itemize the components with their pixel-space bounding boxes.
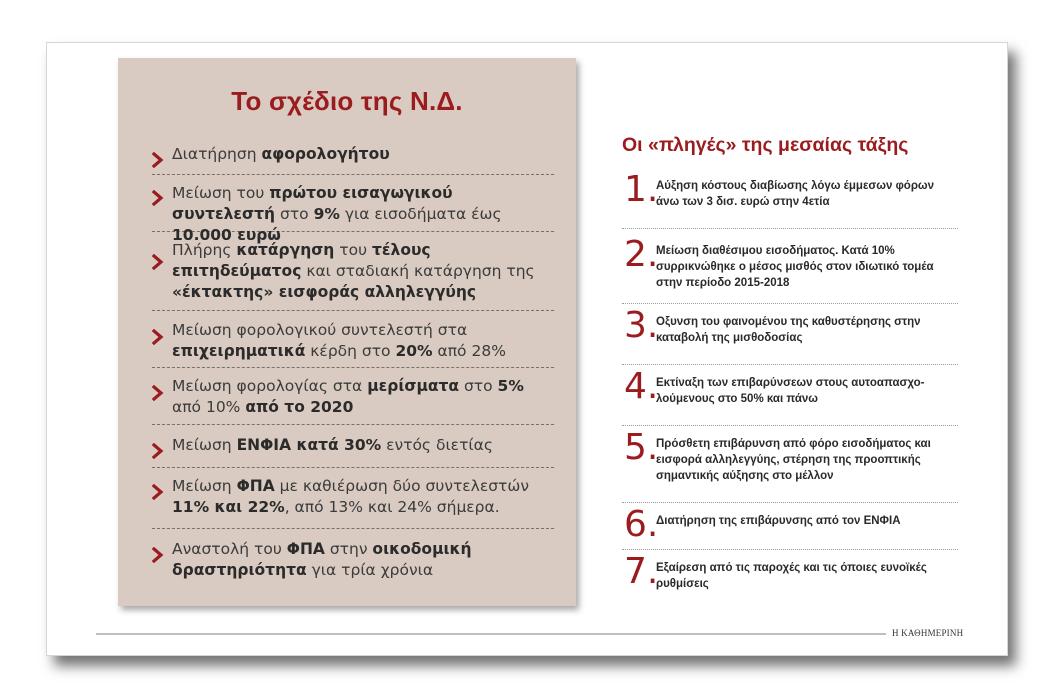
- emphasis-text: πρώτου εισαγωγικού συντελεστή: [172, 184, 453, 223]
- plain-text: εντός διετίας: [381, 436, 493, 454]
- plain-text: Διατήρηση: [172, 145, 262, 163]
- emphasis-text: 5%: [497, 377, 524, 395]
- middle-class-item: [622, 168, 958, 229]
- item-number: 3.: [624, 305, 659, 346]
- plain-text: στην: [324, 540, 373, 558]
- nd-plan-item-text: [172, 540, 472, 579]
- plain-text: κέρδη στο: [305, 342, 396, 360]
- chevron-right-icon: [152, 484, 164, 500]
- plain-text: Μείωση: [172, 477, 237, 495]
- emphasis-text: επιχειρηματικά: [172, 342, 306, 360]
- plain-text: από 28%: [432, 342, 506, 360]
- middle-class-item-text: Οξυνση του φαινομένου της καθυστέρησης στην καταβολή της μισθοδοσίας: [656, 316, 921, 344]
- plain-text: στο: [275, 205, 314, 223]
- nd-plan-item-text: [172, 145, 390, 163]
- nd-plan-panel: [118, 58, 576, 606]
- item-number: 6.: [624, 504, 659, 545]
- item-number: 2.: [624, 234, 659, 275]
- nd-plan-title: Το σχέδιο της Ν.Δ.: [231, 86, 463, 116]
- nd-plan-item-text: [172, 477, 529, 516]
- emphasis-text: 10.000 ευρώ: [172, 226, 281, 244]
- chevron-right-icon: [152, 329, 164, 345]
- emphasis-text: τέλους επιτηδεύματος: [172, 241, 431, 280]
- nd-plan-item: [152, 232, 554, 311]
- nd-plan-item: [152, 311, 554, 368]
- nd-plan-item-text: [172, 377, 524, 416]
- middle-class-item: [622, 229, 958, 304]
- nd-plan-item: [152, 468, 554, 529]
- emphasis-text: από το 2020: [245, 398, 354, 416]
- plain-text: Μείωση φορολογικού συντελεστή στα: [172, 321, 468, 339]
- footer-divider: [96, 633, 886, 635]
- plain-text: Μείωση του: [172, 184, 270, 202]
- middle-class-title: Οι «πληγές» της μεσαίας τάξης: [622, 134, 909, 156]
- emphasis-text: 20%: [395, 342, 433, 360]
- item-number: 4.: [624, 366, 659, 407]
- plain-text: του: [334, 241, 372, 259]
- nd-plan-item: [152, 425, 554, 468]
- nd-plan-list: [152, 136, 554, 587]
- emphasis-text: 9%: [313, 205, 340, 223]
- chevron-right-icon: [152, 385, 164, 401]
- middle-class-item-text: Μείωση διαθέσιμου εισοδήματος. Κατά 10% συρρικνώθηκε ο μέσος μισθός στον ιδιωτικό τομέα στην περίοδο 2015-2018: [656, 245, 934, 289]
- emphasis-text: αφορολογήτου: [261, 145, 390, 163]
- middle-class-item: [622, 426, 958, 503]
- item-number: 1.: [624, 169, 659, 210]
- middle-class-item-text: Εξαίρεση από τις παροχές και τις όποιες ευνοϊκές ρυθμίσεις: [656, 562, 927, 590]
- emphasis-text: 11% και 22%: [172, 498, 285, 516]
- emphasis-text: μερίσματα: [367, 377, 460, 395]
- nd-plan-item-text: [172, 241, 535, 301]
- plain-text: Μείωση: [172, 436, 237, 454]
- plain-text: για τρία χρόνια: [306, 561, 434, 579]
- emphasis-text: ΦΠΑ: [236, 477, 275, 495]
- item-number: 5.: [624, 427, 659, 468]
- middle-class-item-text: Πρόσθετη επιβάρυνση από φόρο εισοδήματος και εισφορά αλληλεγγύης, στέρηση της προοπτικής σημαντικής αύξησης στο μέλλον: [656, 438, 931, 482]
- middle-class-item-text: Διατήρηση της επιβάρυνσης από τον ΕΝΦΙΑ: [656, 515, 901, 527]
- emphasis-text: ΦΠΑ: [286, 540, 325, 558]
- plain-text: Αναστολή του: [172, 540, 287, 558]
- plain-text: με καθιέρωση δύο συντελεστών: [274, 477, 530, 495]
- plain-text: και σταδιακή κατάργηση της: [301, 262, 535, 280]
- chevron-right-icon: [152, 254, 164, 270]
- nd-plan-item: [152, 368, 554, 425]
- chevron-right-icon: [152, 152, 164, 168]
- nd-plan-item: [152, 136, 554, 175]
- plain-text: για εισοδήματα έως: [339, 205, 502, 223]
- middle-class-item: [622, 365, 958, 426]
- plain-text: από 10%: [172, 398, 246, 416]
- plain-text: Πλήρης: [172, 241, 237, 259]
- emphasis-text: «έκτακτης» εισφοράς αλληλεγγύης: [172, 283, 477, 301]
- middle-class-item: [622, 550, 958, 602]
- emphasis-text: οικοδομική δραστηριότητα: [172, 540, 472, 579]
- plain-text: Μείωση φορολογίας στα: [172, 377, 368, 395]
- nd-plan-item: [152, 175, 554, 244]
- item-number: 7.: [624, 551, 659, 592]
- middle-class-item: [622, 503, 958, 550]
- nd-plan-item-text: [172, 436, 493, 454]
- plain-text: , από 13% και 24% σήμερα.: [284, 498, 500, 516]
- emphasis-text: κατάργηση: [236, 241, 335, 259]
- chevron-right-icon: [152, 190, 164, 206]
- middle-class-item-text: Εκτίναξη των επιβαρύνσεων στους αυτοαπασχο-λούμενους στο 50% και πάνω: [656, 377, 925, 405]
- middle-class-list: [622, 168, 958, 602]
- chevron-right-icon: [152, 443, 164, 459]
- emphasis-text: ΕΝΦΙΑ κατά 30%: [236, 436, 382, 454]
- nd-plan-item-text: [172, 321, 506, 360]
- chevron-right-icon: [152, 547, 164, 563]
- middle-class-item: [622, 304, 958, 365]
- nd-plan-item: [152, 529, 554, 587]
- plain-text: στο: [459, 377, 498, 395]
- publisher-brand: Η ΚΑΘΗΜΕΡΙΝΗ: [892, 628, 964, 638]
- middle-class-item-text: Αύξηση κόστους διαβίωσης λόγω έμμεσων φόρων άνω των 3 δισ. ευρώ στην 4ετία: [656, 180, 935, 208]
